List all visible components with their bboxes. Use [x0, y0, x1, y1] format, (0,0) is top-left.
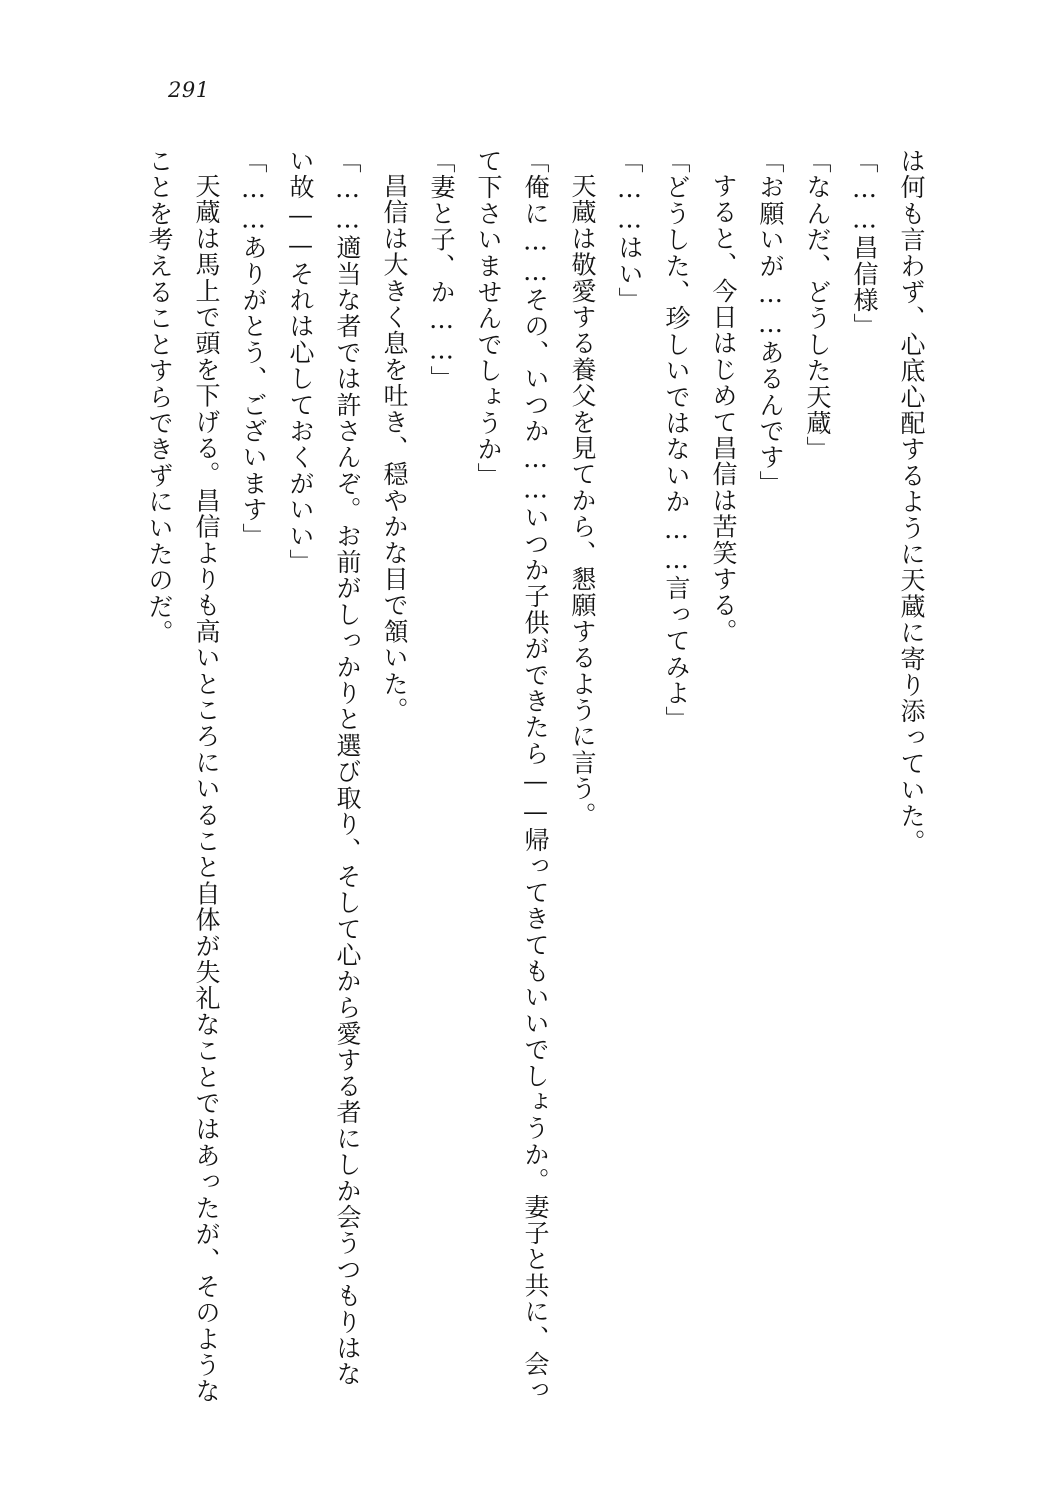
page-body-text: [95, 148, 935, 1408]
paragraph: すると、今日はじめて昌信は苦笑する。: [709, 173, 738, 645]
paragraph: 「……適当な者では許さんぞ。お前がしっかりと選び取り、そして心から愛する者にしか会うつもりはない故——それは心しておくがいい」: [286, 148, 362, 1388]
paragraph: 天蔵は馬上で頭を下げる。昌信よりも高いところにいること自体が失礼なことではあったが、そのようなことを考えることすらできずにいたのだ。: [145, 148, 221, 1405]
paragraph: 「どうした、珍しいではないか……言ってみよ」: [662, 148, 691, 733]
page-number: 291: [168, 78, 210, 102]
paragraph: は何も言わず、心底心配するように天蔵に寄り添っていた。: [897, 148, 926, 856]
paragraph: 「……ありがとう、ございます」: [239, 148, 268, 549]
paragraph: 「お願いが……あるんです」: [756, 148, 785, 497]
paragraph: 「妻と子、か……」: [427, 148, 456, 392]
paragraph: 「俺に……その、いつか……いつか子供ができたら——帰ってきてもいいでしょうか。妻子と共に、会って下さいませんでしょうか」: [474, 148, 550, 1404]
paragraph: 「……はい」: [615, 148, 644, 314]
paragraph: 天蔵は敬愛する養父を見てから、懇願するように言う。: [568, 173, 597, 828]
paragraph: 昌信は大きく息を吐き、穏やかな目で頷いた。: [380, 173, 409, 724]
paragraph: 「なんだ、どうした天蔵」: [803, 148, 832, 463]
paragraph: 「……昌信様」: [850, 148, 879, 340]
